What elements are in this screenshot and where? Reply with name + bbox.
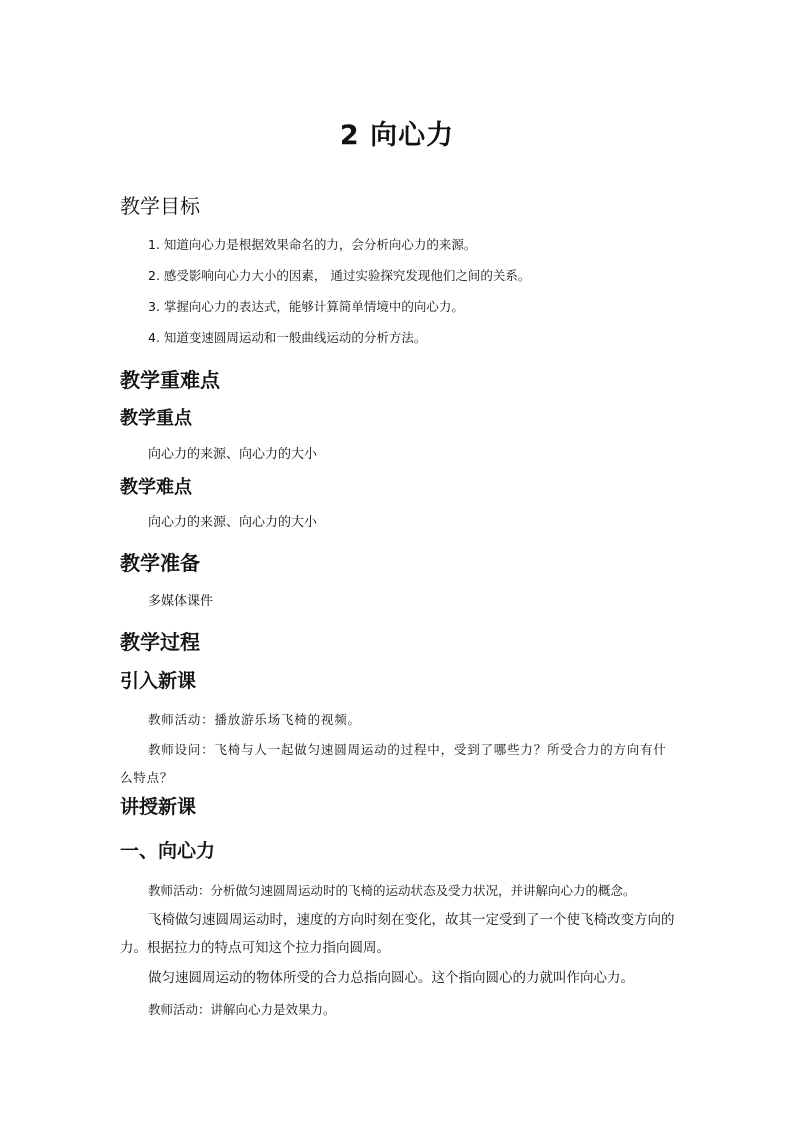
heading-lecture: 讲授新课 — [120, 796, 197, 818]
heading-part1-centripetal-force: 一、向心力 — [120, 840, 216, 862]
preparation-text: 多媒体课件 — [148, 594, 214, 609]
goal-item-2: 2. 感受影响向心力大小的因素， 通过实验探究发现他们之间的关系。 — [148, 268, 531, 283]
intro-teacher-activity: 教师活动：播放游乐场飞椅的视频。 — [148, 712, 361, 727]
key-points-text: 向心力的来源、向心力的大小 — [148, 447, 318, 462]
heading-difficult-points: 教学难点 — [120, 477, 192, 498]
goal-item-4: 4. 知道变速圆周运动和一般曲线运动的分析方法。 — [148, 330, 427, 345]
heading-key-difficult: 教学重难点 — [120, 368, 220, 392]
part1-teacher-activity: 教师活动：分析做匀速圆周运动时的飞椅的运动状态及受力状况，并讲解向心力的概念。 — [148, 883, 636, 898]
document-title: 2 向心力 — [339, 120, 455, 151]
intro-teacher-question: 教师设问：飞椅与人一起做匀速圆周运动的过程中，受到了哪些力？所受合力的方向有什么特点？ — [120, 742, 667, 785]
heading-teaching-goals: 教学目标 — [120, 194, 200, 218]
difficult-points-text: 向心力的来源、向心力的大小 — [148, 515, 318, 530]
heading-introduction: 引入新课 — [120, 670, 197, 692]
goal-item-1: 1. 知道向心力是根据效果命名的力，会分析向心力的来源。 — [148, 237, 477, 252]
part1-paragraph-1: 飞椅做匀速圆周运动时，速度的方向时刻在变化，故其一定受到了一个使飞椅改变方向的力。根据拉力的特点可知这个拉力指向圆周。 — [120, 912, 675, 956]
goal-item-3: 3. 掌握向心力的表达式，能够计算简单情境中的向心力。 — [148, 299, 464, 314]
heading-key-points: 教学重点 — [120, 408, 192, 429]
part1-teacher-activity-2: 教师活动：讲解向心力是效果力。 — [148, 1002, 336, 1017]
heading-teaching-process: 教学过程 — [120, 630, 200, 654]
heading-preparation: 教学准备 — [120, 551, 200, 575]
part1-paragraph-2: 做匀速圆周运动的物体所受的合力总指向圆心。这个指向圆心的力就叫作向心力。 — [148, 970, 634, 986]
